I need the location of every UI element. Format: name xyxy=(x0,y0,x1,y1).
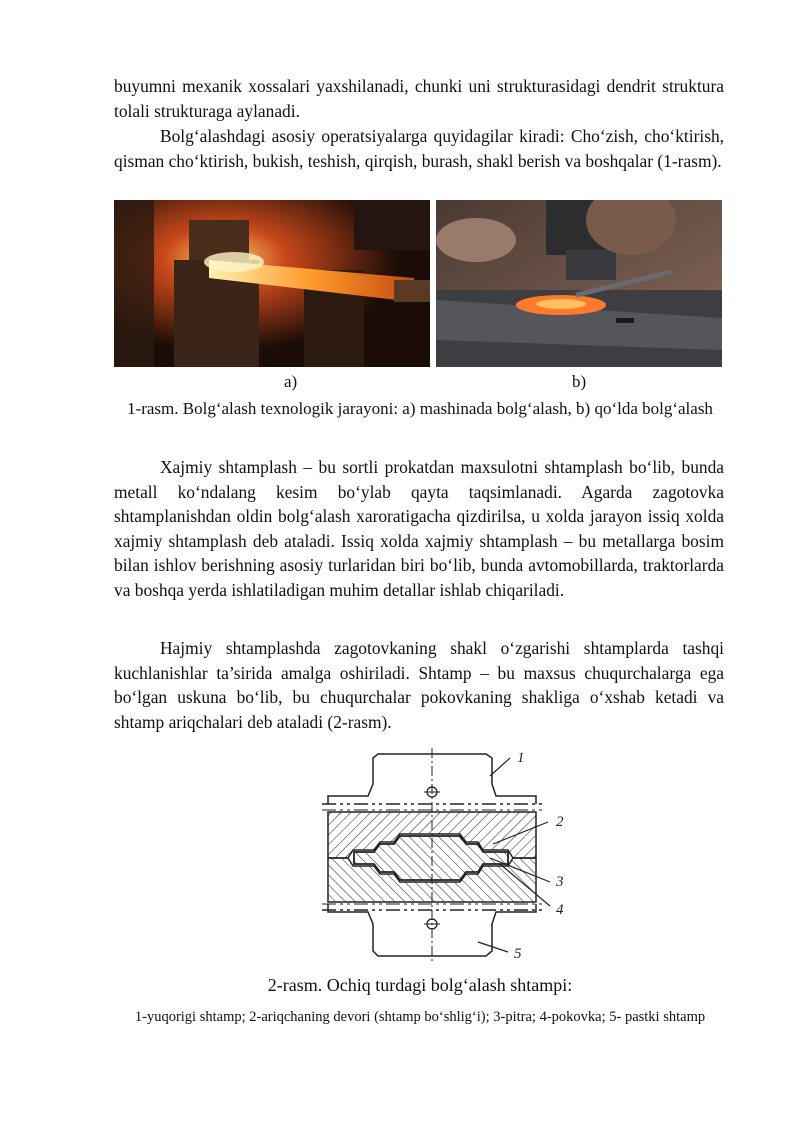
figure1-label-a: a) xyxy=(284,372,298,391)
figure1-label-b: b) xyxy=(572,372,587,391)
forging-die-diagram xyxy=(318,746,568,966)
figure2-caption: 2-rasm. Ochiq turdagi bolg‘alash shtampi: xyxy=(267,975,573,995)
callout-5: 5 xyxy=(514,946,522,962)
figure1-caption: 1-rasm. Bolg‘alash texnologik jarayoni: a) mashinada bolg‘alash, b) qo‘lda bolg‘alash xyxy=(127,399,713,418)
paragraph-1: buyumni mexanik xossalari yaxshilanadi, chunki uni strukturasidagi dendrit struktura tolali strukturaga aylanadi. xyxy=(114,76,724,121)
paragraph-3: Xajmiy shtamplash – bu sortli prokatdan maxsulotni shtamplash bo‘lib, bunda metall ko‘ndalang kesim bo‘ylab qayta taqsimlanadi. Agarda zagotovka shtamplanishdan oldin bolg‘alash xaroratigacha qizdirilsa, u xolda jarayon issiq xolda xajmiy shtamplash deb ataladi. Issiq xolda xajmiy shtamplash – bu metallarga bosim bilan ishlov berishning asosiy turlaridan biri bo‘lib, bunda avtomobillarda, traktorlarda va boshqa yerda ishlatiladigan muhim detallar ishlab chiqariladi. xyxy=(114,457,724,600)
callout-1: 1 xyxy=(517,750,525,766)
hand-forging-photo xyxy=(436,200,722,367)
callout-3: 3 xyxy=(556,874,564,890)
paragraph-4: Hajmiy shtamplashda zagotovkaning shakl o‘zgarishi shtamplarda tashqi kuchlanishlar ta’sirida amalga oshiriladi. Shtamp – bu maxsus chuqurchalarga ega bo‘lgan uskuna bo‘lib, bu chuqurchalar pokovkaning shakliga o‘xshab ketadi va shtamp ariqchalari deb ataladi (2-rasm). xyxy=(114,638,724,732)
machine-forging-photo xyxy=(114,200,430,367)
callout-4: 4 xyxy=(556,902,564,918)
paragraph-2: Bolg‘alashdagi asosiy operatsiyalarga quyidagilar kiradi: Cho‘zish, cho‘ktirish, qisman cho‘ktirish, bukish, teshish, qirqish, burash, shakl berish va boshqalar (1-rasm). xyxy=(114,126,724,171)
callout-2: 2 xyxy=(556,814,564,830)
figure2-legend: 1-yuqorigi shtamp; 2-ariqchaning devori (shtamp bo‘shlig‘i); 3-pitra; 4-pokovka; 5- pastki shtamp xyxy=(134,1009,706,1025)
